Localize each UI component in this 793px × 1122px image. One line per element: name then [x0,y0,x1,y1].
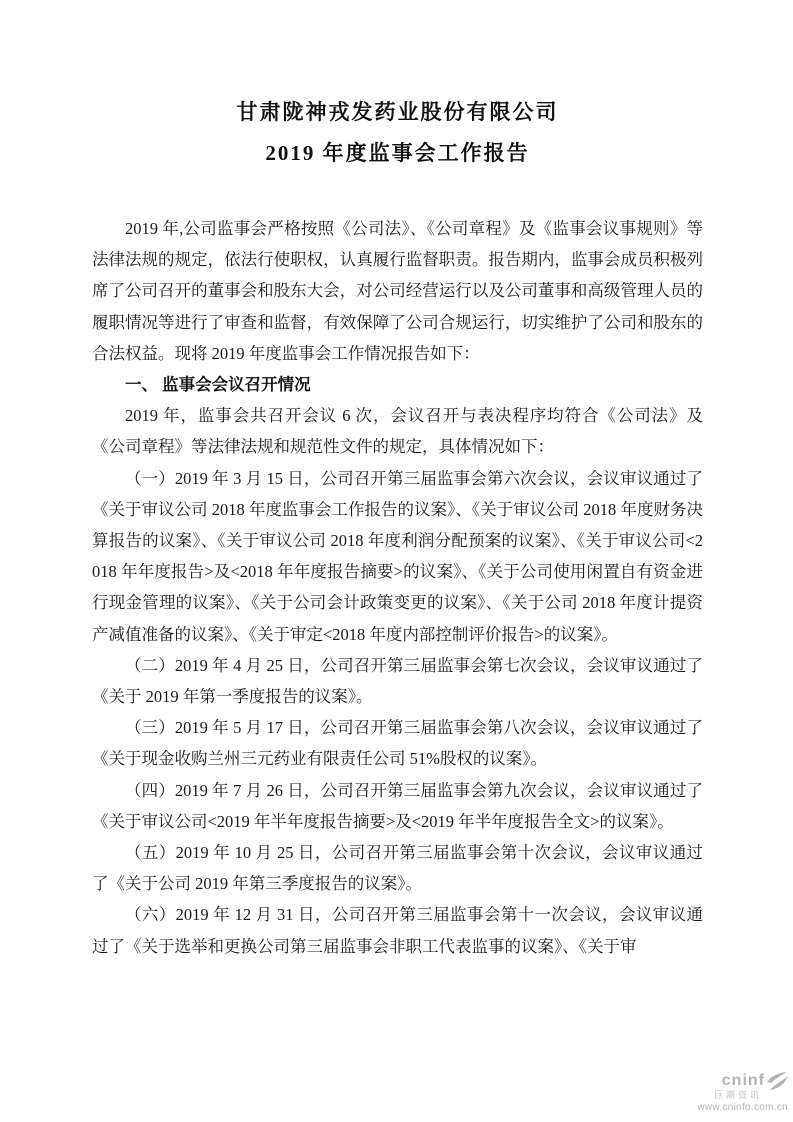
section-heading: 一、 监事会会议召开情况 [125,375,311,395]
paragraph: （二）2019 年 4 月 25 日，公司召开第三届监事会第七次会议，会议审议通过了《关于 2019 年第一季度报告的议案》。 [92,655,703,707]
cninfo-chinese-label: 巨潮资讯 [713,1090,762,1101]
cninfo-logo [697,1071,788,1113]
cninfo-logo-row [697,1071,788,1091]
paragraph: 2019 年,公司监事会严格按照《公司法》、《公司章程》及《监事会议事规则》等法律法规的规定，依法行使职权，认真履行监督职责。报告期内，监事会成员积极列席了公司召开的董事会和股东大会，对公司经营运行以及公司董事和高级管理人员的履职情况等进行了审查和监督，有效保障了公司合规运行，切实维护了公司和股东的合法权益。现将 2019 年度监事会工作情况报告如下： [92,219,703,363]
cninfo-logo-text: cninf [721,1072,765,1090]
paragraph: （五）2019 年 10 月 25 日，公司召开第三届监事会第十次会议，会议审议通过了《关于公司 2019 年第三季度报告的议案》。 [92,843,703,894]
document-title-line1: 甘肃陇神戎发药业股份有限公司 [236,100,559,124]
cninfo-swirl-icon [766,1071,788,1091]
paragraph: 2019 年，监事会共召开会议 6 次，会议召开与表决程序均符合《公司法》及《公司章程》等法律法规和规范性文件的规定，具体情况如下： [92,406,703,457]
document-body [92,213,703,962]
paragraph: （一）2019 年 3 月 15 日，公司召开第三届监事会第六次会议，会议审议通过了《关于审议公司 2018 年度监事会工作报告的议案》、《关于审议公司 2018 年度财务决算报告的议案》、《关于审议公司 2018 年度利润分配预案的议案》、《关于审议公司<2018 年年度报告>及<2018 年年度报告摘要>的议案》、《关于公司使用闲置自有资金进行现金管理的议案》、《关于公司会计政策变更的议案》、《关于公司 2018 年度计提资产减值准备的议案》、《关于审定<2018 年度内部控制评价报告>的议案》。 [92,468,703,644]
document-title-line2: 2019 年度监事会工作报告 [265,141,530,165]
document-content [92,97,703,962]
paragraph: （三）2019 年 5 月 17 日，公司召开第三届监事会第八次会议，会议审议通过了《关于现金收购兰州三元药业有限责任公司 51%股权的议案》。 [92,718,703,769]
paragraph: （六）2019 年 12 月 31 日，公司召开第三届监事会第十一次会议，会议审议通过了《关于选举和更换公司第三届监事会非职工代表监事的议案》、《关于审 [92,905,703,956]
cninfo-url: www.cninfo.com.cn [697,1102,788,1113]
paragraph: （四）2019 年 7 月 26 日，公司召开第三届监事会第九次会议，会议审议通过了《关于审议公司<2019 年半年度报告摘要>及<2019 年半年度报告全文>的议案》。 [92,780,703,831]
